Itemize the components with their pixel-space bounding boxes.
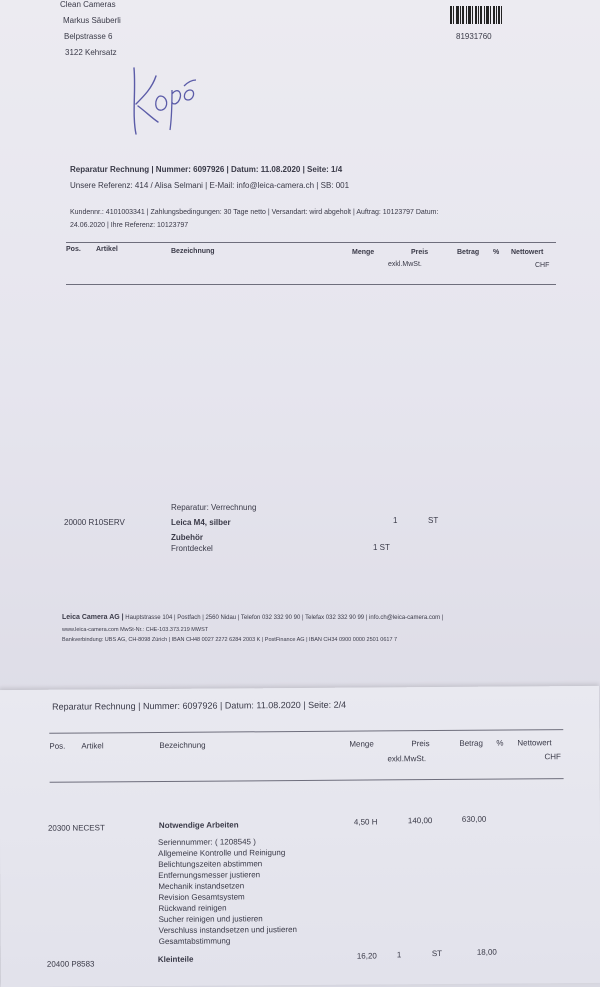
row1-title: Notwendige Arbeiten (158, 820, 239, 830)
col-preis-sub-2: exkl.MwSt. (387, 754, 427, 764)
col-pos: Pos. (66, 246, 81, 253)
footer-address: Hauptstrasse 104 | Postfach | 2560 Nidau | Telefon 032 332 90 90 | Telefax 032 332 90 99 | info.ch@leica-camera.com | (125, 615, 444, 621)
row2-betrag: 18,00 (476, 947, 497, 957)
accessory-name: Frontdeckel (171, 544, 213, 553)
row1-details (158, 836, 297, 947)
detail-line: Mechanik instandsetzen (158, 881, 245, 891)
table-top-rule-2 (49, 729, 563, 734)
col-bezeichnung-2: Bezeichnung (159, 740, 206, 750)
col-currency: CHF (535, 262, 550, 269)
footer-company: Leica Camera AG | (62, 614, 124, 621)
sender-city: 3122 Kehrsatz (65, 48, 117, 57)
col-percent: % (493, 249, 500, 256)
item-qty: 1 (393, 516, 398, 525)
col-bezeichnung: Bezeichnung (171, 248, 215, 255)
row1-menge: 4,50 H (353, 817, 378, 827)
row2-pos-artikel: 20400 P8583 (46, 959, 95, 969)
accessory-title: Zubehör (171, 533, 203, 542)
col-betrag: Betrag (457, 249, 480, 256)
detail-line: Seriennummer: ( 1208545 ) (158, 837, 256, 847)
col-currency-2: CHF (544, 752, 561, 762)
item-unit: ST (428, 516, 439, 525)
handwritten-signature (122, 60, 202, 140)
detail-line: Rückwand reinigen (158, 903, 227, 913)
table-header-rule (66, 284, 556, 285)
item-pos-artikel: 20000 R10SERV (64, 518, 125, 527)
customer-info-line2: 24.06.2020 | Ihre Referenz: 10123797 (70, 222, 189, 229)
col-nettowert: Nettowert (511, 249, 544, 256)
col-artikel: Artikel (96, 246, 118, 253)
detail-line: Sucher reinigen und justieren (158, 914, 263, 924)
detail-line: Entfernungsmesser justieren (158, 870, 261, 880)
col-betrag-2: Betrag (459, 738, 483, 748)
customer-info-line1: Kundennr.: 4101003341 | Zahlungsbedingungen: 30 Tage netto | Versandart: wird abgeholt | Auftrag: 10123797 Datum: (70, 209, 439, 216)
invoice-heading: Reparatur Rechnung | Nummer: 6097926 | Datum: 11.08.2020 | Seite: 1/4 (70, 165, 343, 174)
col-preis: Preis (411, 249, 429, 256)
row2-title: Kleinteile (157, 954, 194, 964)
col-preis-sub: exkl.MwSt. (388, 261, 422, 268)
col-nettowert-2: Nettowert (517, 738, 552, 748)
detail-line: Revision Gesamtsystem (158, 892, 245, 902)
col-artikel-2: Artikel (81, 741, 104, 751)
col-pos-2: Pos. (49, 741, 66, 751)
row2-qty: 1 (396, 950, 402, 960)
col-preis-2: Preis (411, 739, 430, 749)
detail-line: Allgemeine Kontrolle und Reinigung (158, 848, 286, 858)
sender-street: Belpstrasse 6 (64, 32, 113, 41)
detail-line: Belichtungszeiten abstimmen (158, 859, 263, 869)
row1-betrag: 630,00 (461, 814, 487, 824)
footer-line2: www.leica-camera.com MwSt-Nr.: CHE-103.373.219 MWST (62, 627, 209, 633)
sender-name: Markus Säuberli (63, 16, 121, 25)
item-title: Reparatur: Verrechnung (171, 503, 257, 512)
footer-line1 (62, 614, 443, 621)
detail-line: Verschluss instandsetzen und justieren (158, 925, 297, 935)
row2-unit: ST (431, 949, 443, 959)
col-percent-2: % (496, 738, 504, 748)
detail-line: Gesamtabstimmung (158, 936, 231, 946)
invoice-heading-2: Reparatur Rechnung | Nummer: 6097926 | Datum: 11.08.2020 | Seite: 2/4 (52, 699, 347, 712)
footer-line3: Bankverbindung: UBS AG, CH-8098 Zürich | IBAN CH48 0027 2272 6284 2003 K | PostFinance AG | IBAN CH34 0900 0000 2501 0617 7 (62, 637, 398, 643)
row1-pos-artikel: 20300 NECEST (47, 823, 105, 833)
barcode (450, 6, 508, 24)
invoice-reference: Unsere Referenz: 414 / Alisa Selmani | E-Mail: info@leica-camera.ch | SB: 001 (70, 181, 350, 190)
row2-menge: 16,20 (356, 951, 377, 961)
table-top-rule (66, 242, 556, 243)
table-header-rule-2 (50, 778, 564, 783)
row1-preis: 140,00 (407, 816, 433, 826)
item-name: Leica M4, silber (171, 518, 231, 527)
col-menge-2: Menge (349, 739, 374, 749)
sender-company: Clean Cameras (60, 0, 116, 9)
document-number: 81931760 (456, 32, 492, 41)
accessory-qty: 1 ST (373, 543, 390, 552)
col-menge: Menge (352, 249, 375, 256)
invoice-page-2 (0, 686, 600, 987)
